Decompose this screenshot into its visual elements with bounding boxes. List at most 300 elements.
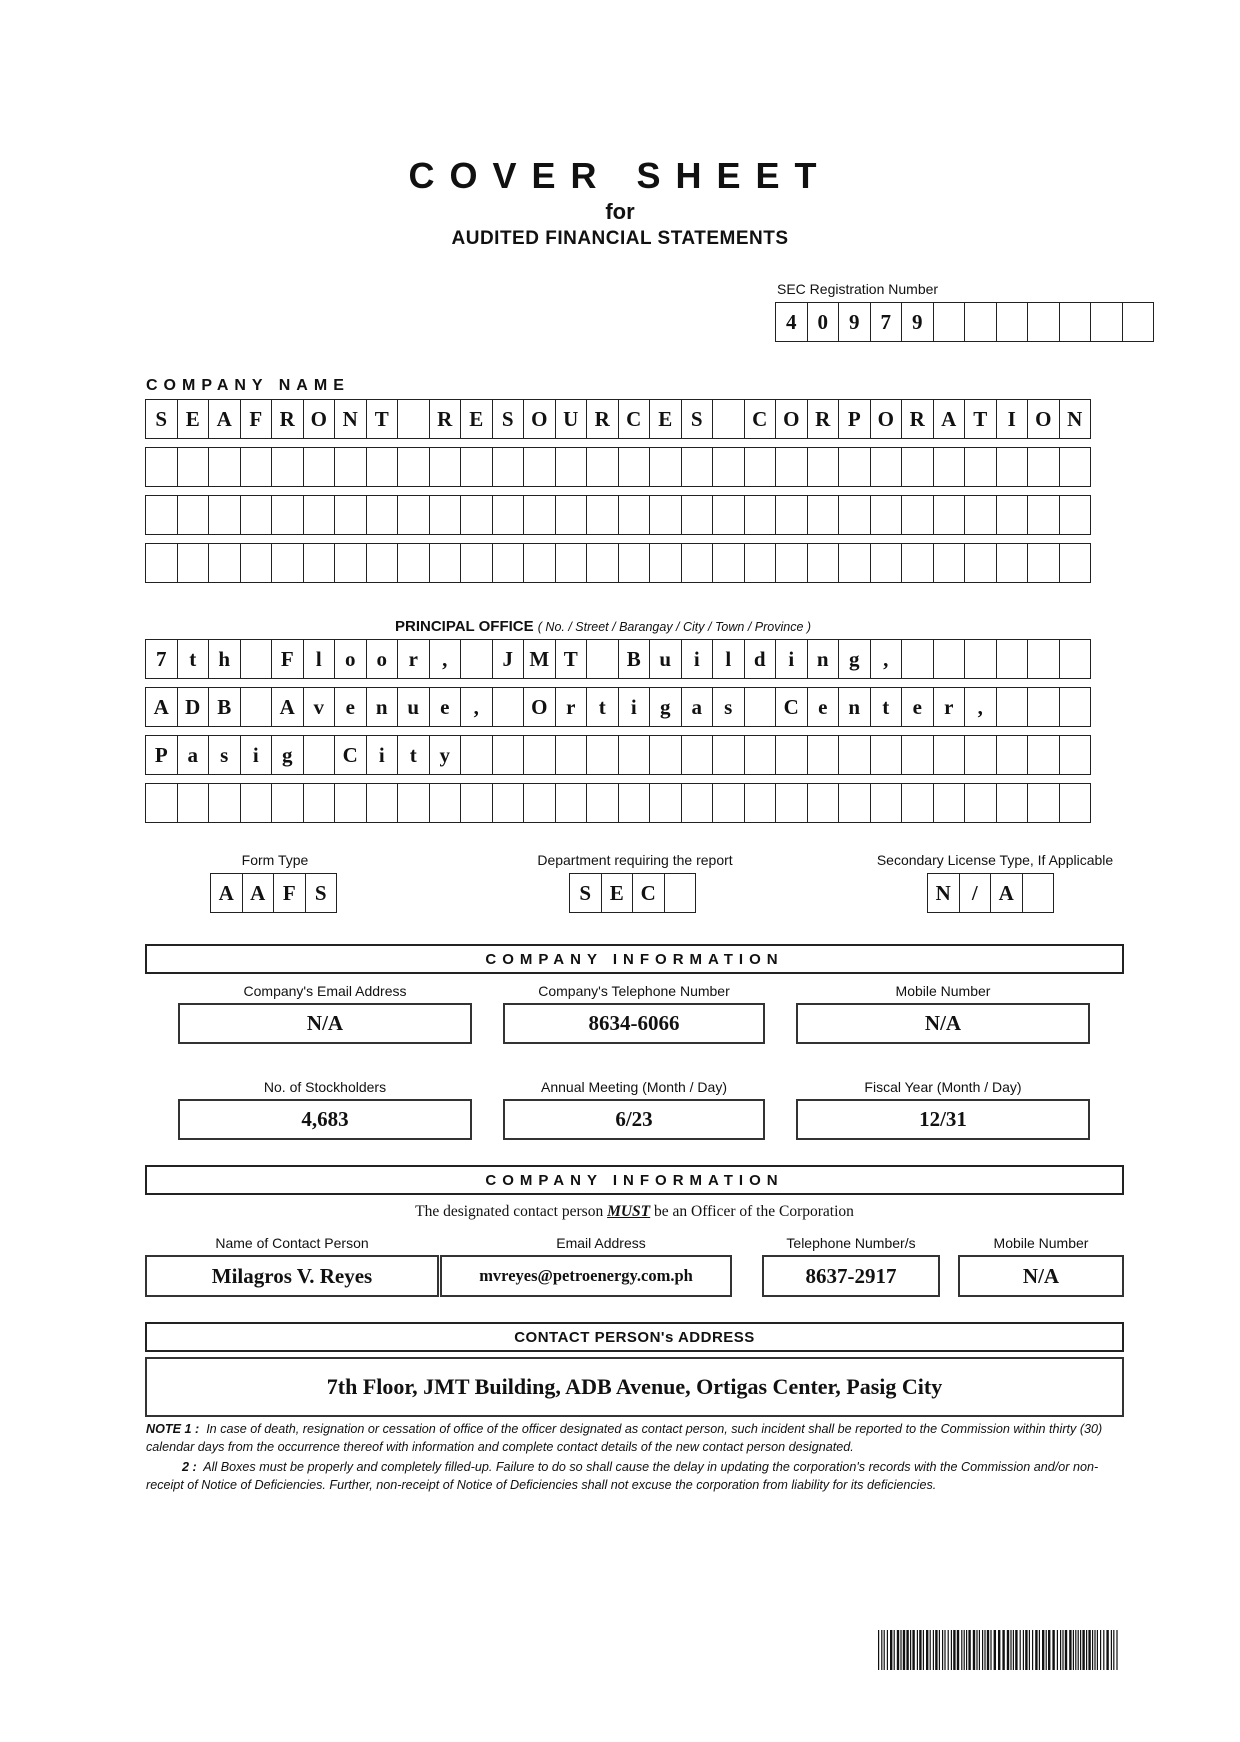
principal-office-cell: s: [208, 735, 241, 775]
principal-office-cell: e: [901, 687, 934, 727]
company-name-cell: S: [681, 399, 714, 439]
principal-office-cell: n: [366, 687, 399, 727]
stockholders-value: 4,683: [178, 1099, 472, 1140]
principal-office-row: [145, 783, 1091, 823]
company-name-cell: [870, 447, 903, 487]
principal-office-cell: T: [555, 639, 588, 679]
principal-office-cell: r: [555, 687, 588, 727]
principal-office-cell: g: [271, 735, 304, 775]
form-type-label: Form Type: [241, 852, 309, 868]
note-1-label: NOTE 1 :: [146, 1422, 200, 1436]
sec-registration-cell: [1027, 302, 1060, 342]
principal-office-cell: [744, 735, 777, 775]
barcode-bar: [1065, 1630, 1067, 1670]
company-name-cell: [1027, 495, 1060, 535]
company-name-cell: A: [208, 399, 241, 439]
principal-office-cell: [901, 783, 934, 823]
company-name-row: [145, 447, 1091, 487]
contact-notice-post: be an Officer of the Corporation: [650, 1203, 854, 1220]
principal-office-cell: t: [397, 735, 430, 775]
company-name-cell: U: [555, 399, 588, 439]
principal-office-cell: t: [586, 687, 619, 727]
sec-registration-cell: [996, 302, 1029, 342]
principal-office-cell: [240, 687, 273, 727]
barcode-bar: [1097, 1630, 1098, 1670]
contact-address-heading: CONTACT PERSON's ADDRESS: [145, 1322, 1124, 1352]
barcode-bar: [887, 1630, 888, 1670]
principal-office-cell: n: [838, 687, 871, 727]
barcode-bar: [1015, 1630, 1017, 1670]
barcode-bar: [1092, 1630, 1093, 1670]
company-name-cell: [807, 495, 840, 535]
company-name-cell: [775, 447, 808, 487]
barcode-bar: [1020, 1630, 1021, 1670]
company-name-cell: [1027, 543, 1060, 583]
company-name-cell: [523, 495, 556, 535]
department-label: Department requiring the report: [537, 852, 733, 868]
principal-office-cell: v: [303, 687, 336, 727]
barcode-bar: [917, 1630, 918, 1670]
company-name-cell: [996, 495, 1029, 535]
principal-office-cell: [933, 783, 966, 823]
company-name-cell: [964, 543, 997, 583]
company-name-cell: [744, 543, 777, 583]
barcode-bar: [964, 1630, 965, 1670]
barcode-bar: [998, 1630, 1000, 1670]
company-name-cell: [523, 543, 556, 583]
barcode-bar: [951, 1630, 952, 1670]
cover-sheet-subtitle: AUDITED FINANCIAL STATEMENTS: [451, 228, 789, 249]
barcode-bar: [910, 1630, 911, 1670]
company-name-cell: [460, 447, 493, 487]
company-name-cell: [240, 543, 273, 583]
barcode-bar: [1002, 1630, 1004, 1670]
department-cell: [664, 873, 697, 913]
fiscal-year-value: 12/31: [796, 1099, 1090, 1140]
principal-office-cell: F: [271, 639, 304, 679]
principal-office-cell: u: [397, 687, 430, 727]
barcode-bar: [890, 1630, 892, 1670]
principal-office-cell: C: [334, 735, 367, 775]
company-name-cell: R: [429, 399, 462, 439]
principal-office-cell: ,: [870, 639, 903, 679]
company-name-row: [145, 495, 1091, 535]
barcode-bar: [1073, 1630, 1074, 1670]
company-name-cell: [933, 495, 966, 535]
department-cell: S: [569, 873, 602, 913]
barcode: [878, 1630, 1120, 1670]
barcode-bar: [1035, 1630, 1037, 1670]
barcode-bar: [912, 1630, 914, 1670]
company-name-cell: [208, 447, 241, 487]
principal-office-cell: [744, 783, 777, 823]
company-name-cell: [397, 495, 430, 535]
company-name-cell: [901, 543, 934, 583]
principal-office-cell: O: [523, 687, 556, 727]
principal-office-cell: [649, 783, 682, 823]
principal-office-cell: A: [145, 687, 178, 727]
contact-telephone-label: Telephone Number/s: [786, 1235, 916, 1251]
contact-notice-must: MUST: [607, 1203, 651, 1220]
barcode-bar: [1029, 1630, 1030, 1670]
company-name-cell: [240, 495, 273, 535]
principal-office-cell: [523, 735, 556, 775]
principal-office-row: [145, 639, 1091, 679]
company-name-cell: [681, 447, 714, 487]
barcode-bar: [1007, 1630, 1009, 1670]
form-type-grid: [210, 873, 337, 913]
barcode-bar: [987, 1630, 989, 1670]
secondary-license-grid: [927, 873, 1054, 913]
principal-office-cell: [933, 639, 966, 679]
contact-email-label: Email Address: [556, 1235, 646, 1251]
company-name-cell: [334, 543, 367, 583]
company-name-cell: C: [618, 399, 651, 439]
contact-name-value: Milagros V. Reyes: [145, 1255, 439, 1297]
company-name-cell: [1059, 447, 1092, 487]
barcode-bar: [961, 1630, 962, 1670]
principal-office-cell: [303, 783, 336, 823]
barcode-bar: [1025, 1630, 1027, 1670]
company-name-row: [145, 543, 1091, 583]
principal-office-cell: [586, 639, 619, 679]
company-name-cell: [366, 495, 399, 535]
company-name-cell: [555, 543, 588, 583]
barcode-bar: [979, 1630, 980, 1670]
principal-office-row: [145, 687, 1091, 727]
principal-office-cell: [838, 735, 871, 775]
company-name-cell: [492, 447, 525, 487]
company-name-cell: P: [838, 399, 871, 439]
stockholders-label: No. of Stockholders: [263, 1079, 387, 1095]
barcode-bar: [1088, 1630, 1090, 1670]
principal-office-cell: [492, 735, 525, 775]
sec-registration-cell: [1090, 302, 1123, 342]
company-name-cell: [744, 495, 777, 535]
company-name-cell: F: [240, 399, 273, 439]
form-type-cell: A: [210, 873, 243, 913]
principal-office-cell: [901, 735, 934, 775]
sec-registration-cell: 4: [775, 302, 808, 342]
barcode-bar: [984, 1630, 985, 1670]
note-1-text: In case of death, resignation or cessation of office of the officer designated as contact person, such incident shall be reported to the Commission within thirty (30) calendar days from the occurrence thereof with information and complete contact details of the new contact person designated.: [146, 1422, 1103, 1454]
company-name-cell: [366, 543, 399, 583]
company-name-cell: [177, 447, 210, 487]
secondary-license-cell: A: [990, 873, 1023, 913]
barcode-bar: [878, 1630, 879, 1670]
fiscal-year-label: Fiscal Year (Month / Day): [864, 1079, 1022, 1095]
principal-office-cell: [681, 783, 714, 823]
barcode-bar: [1013, 1630, 1014, 1670]
company-name-cell: [555, 447, 588, 487]
form-type-cell: S: [305, 873, 338, 913]
company-mobile-label: Mobile Number: [895, 983, 991, 999]
form-type-cell: F: [273, 873, 306, 913]
company-name-cell: [775, 495, 808, 535]
company-name-cell: [870, 495, 903, 535]
barcode-bar: [1106, 1630, 1108, 1670]
contact-address-value: 7th Floor, JMT Building, ADB Avenue, Ortigas Center, Pasig City: [145, 1357, 1124, 1417]
company-name-cell: R: [586, 399, 619, 439]
barcode-bar: [1042, 1630, 1044, 1670]
company-name-cell: [838, 447, 871, 487]
barcode-bar: [881, 1630, 882, 1670]
principal-office-cell: [1059, 735, 1092, 775]
principal-office-cell: u: [649, 639, 682, 679]
principal-office-cell: [366, 783, 399, 823]
principal-office-cell: [933, 735, 966, 775]
company-name-row: [145, 399, 1091, 439]
barcode-bar: [976, 1630, 977, 1670]
barcode-bar: [1082, 1630, 1084, 1670]
principal-office-cell: [1059, 783, 1092, 823]
secondary-license-cell: /: [959, 873, 992, 913]
company-name-cell: A: [933, 399, 966, 439]
principal-office-cell: [271, 783, 304, 823]
company-name-cell: [208, 495, 241, 535]
principal-office-cell: d: [744, 639, 777, 679]
principal-office-cell: [1059, 687, 1092, 727]
company-name-cell: [712, 495, 745, 535]
principal-office-cell: a: [681, 687, 714, 727]
principal-office-cell: t: [870, 687, 903, 727]
company-name-cell: [177, 495, 210, 535]
company-name-cell: O: [1027, 399, 1060, 439]
company-telephone-value: 8634-6066: [503, 1003, 765, 1044]
principal-office-cell: [586, 735, 619, 775]
barcode-bar: [1100, 1630, 1101, 1670]
principal-office-cell: [744, 687, 777, 727]
principal-office-cell: ,: [964, 687, 997, 727]
principal-office-cell: [523, 783, 556, 823]
principal-office-cell: [429, 783, 462, 823]
company-information-heading: COMPANY INFORMATION: [145, 944, 1124, 974]
annual-meeting-label: Annual Meeting (Month / Day): [541, 1079, 727, 1095]
principal-office-cell: [334, 783, 367, 823]
barcode-bar: [926, 1630, 928, 1670]
principal-office-cell: [145, 783, 178, 823]
barcode-bar: [884, 1630, 885, 1670]
principal-office-cell: [996, 735, 1029, 775]
company-name-cell: [555, 495, 588, 535]
barcode-bar: [948, 1630, 949, 1670]
principal-office-cell: [208, 783, 241, 823]
company-name-cell: R: [271, 399, 304, 439]
barcode-bar: [966, 1630, 967, 1670]
company-name-cell: [397, 543, 430, 583]
barcode-bar: [1052, 1630, 1054, 1670]
barcode-bar: [1062, 1630, 1063, 1670]
principal-office-cell: [807, 783, 840, 823]
contact-mobile-label: Mobile Number: [993, 1235, 1089, 1251]
principal-office-cell: [240, 639, 273, 679]
principal-office-cell: i: [681, 639, 714, 679]
company-name-cell: [775, 543, 808, 583]
barcode-bar: [939, 1630, 940, 1670]
company-email-value: N/A: [178, 1003, 472, 1044]
barcode-bar: [1057, 1630, 1058, 1670]
principal-office-cell: B: [208, 687, 241, 727]
company-name-cell: [208, 543, 241, 583]
note-2-label: 2 :: [182, 1460, 197, 1474]
company-name-cell: R: [901, 399, 934, 439]
principal-office-cell: [618, 783, 651, 823]
principal-office-cell: [775, 735, 808, 775]
barcode-bar: [968, 1630, 970, 1670]
principal-office-cell: i: [618, 687, 651, 727]
company-name-cell: [649, 495, 682, 535]
barcode-bar: [1032, 1630, 1033, 1670]
principal-office-cell: [996, 687, 1029, 727]
barcode-bar: [903, 1630, 905, 1670]
principal-office-cell: [901, 639, 934, 679]
barcode-bar: [1069, 1630, 1071, 1670]
company-name-cell: [618, 543, 651, 583]
principal-office-cell: [618, 735, 651, 775]
company-name-cell: [712, 399, 745, 439]
company-name-cell: [933, 543, 966, 583]
contact-notice: [145, 1203, 1124, 1221]
barcode-bar: [944, 1630, 945, 1670]
principal-office-cell: [586, 783, 619, 823]
principal-office-cell: [964, 735, 997, 775]
company-name-cell: [271, 543, 304, 583]
secondary-license-cell: N: [927, 873, 960, 913]
secondary-license-label: Secondary License Type, If Applicable: [876, 852, 1114, 868]
company-name-cell: [177, 543, 210, 583]
principal-office-cell: e: [429, 687, 462, 727]
sec-registration-cell: 7: [870, 302, 903, 342]
barcode-bar: [953, 1630, 955, 1670]
principal-office-cell: [240, 783, 273, 823]
principal-office-cell: [649, 735, 682, 775]
barcode-bar: [1080, 1630, 1081, 1670]
barcode-bar: [973, 1630, 975, 1670]
barcode-bar: [1086, 1630, 1087, 1670]
company-name-cell: [996, 543, 1029, 583]
company-name-cell: [870, 543, 903, 583]
company-name-cell: C: [744, 399, 777, 439]
principal-office-cell: g: [649, 687, 682, 727]
note-1: [146, 1420, 1126, 1456]
principal-office-cell: [964, 783, 997, 823]
barcode-bar: [894, 1630, 895, 1670]
principal-office-cell: r: [933, 687, 966, 727]
company-name-cell: [366, 447, 399, 487]
barcode-bar: [906, 1630, 908, 1670]
company-name-cell: [460, 543, 493, 583]
company-name-cell: [1059, 543, 1092, 583]
company-name-cell: [429, 495, 462, 535]
principal-office-cell: A: [271, 687, 304, 727]
company-name-cell: N: [334, 399, 367, 439]
principal-office-cell: C: [775, 687, 808, 727]
form-type-cell: A: [242, 873, 275, 913]
principal-office-cell: B: [618, 639, 651, 679]
contact-telephone-value: 8637-2917: [762, 1255, 940, 1297]
barcode-bar: [1023, 1630, 1024, 1670]
company-name-cell: [429, 543, 462, 583]
barcode-bar: [919, 1630, 921, 1670]
contact-name-label: Name of Contact Person: [215, 1235, 369, 1251]
principal-office-cell: h: [208, 639, 241, 679]
principal-office-cell: [870, 735, 903, 775]
department-cell: E: [601, 873, 634, 913]
contact-information-heading: COMPANY INFORMATION: [145, 1165, 1124, 1195]
company-telephone-label: Company's Telephone Number: [538, 983, 730, 999]
barcode-bar: [900, 1630, 901, 1670]
company-name-cell: [649, 543, 682, 583]
company-name-cell: T: [964, 399, 997, 439]
principal-office-cell: l: [712, 639, 745, 679]
company-name-cell: [712, 543, 745, 583]
sec-registration-cell: [1122, 302, 1155, 342]
cover-sheet-title: COVER SHEET: [408, 155, 832, 196]
sec-registration-cell: 0: [807, 302, 840, 342]
company-name-cell: [586, 543, 619, 583]
company-name-cell: [586, 447, 619, 487]
principal-office-cell: [397, 783, 430, 823]
principal-office-cell: [177, 783, 210, 823]
sec-registration-cell: 9: [901, 302, 934, 342]
principal-office-cell: i: [240, 735, 273, 775]
company-name-cell: [933, 447, 966, 487]
barcode-bar: [990, 1630, 991, 1670]
company-email-label: Company's Email Address: [243, 983, 407, 999]
company-name-cell: N: [1059, 399, 1092, 439]
barcode-bar: [933, 1630, 934, 1670]
principal-office-cell: [460, 639, 493, 679]
barcode-bar: [930, 1630, 931, 1670]
principal-office-cell: i: [775, 639, 808, 679]
principal-office-cell: [492, 687, 525, 727]
barcode-bar: [1111, 1630, 1112, 1670]
principal-office-cell: r: [397, 639, 430, 679]
company-name-cell: [1059, 495, 1092, 535]
company-name-cell: [901, 447, 934, 487]
barcode-bar: [942, 1630, 943, 1670]
principal-office-cell: [681, 735, 714, 775]
barcode-bar: [1010, 1630, 1011, 1670]
principal-office-cell: s: [712, 687, 745, 727]
sec-registration-cell: [933, 302, 966, 342]
company-name-cell: [901, 495, 934, 535]
barcode-bar: [1075, 1630, 1076, 1670]
principal-office-cell: i: [366, 735, 399, 775]
principal-office-cell: [492, 783, 525, 823]
barcode-bar: [1103, 1630, 1104, 1670]
principal-office-cell: [807, 735, 840, 775]
company-name-cell: I: [996, 399, 1029, 439]
company-name-cell: [460, 495, 493, 535]
barcode-bar: [897, 1630, 899, 1670]
company-name-cell: [618, 495, 651, 535]
contact-email-value: mvreyes@petroenergy.com.ph: [440, 1255, 732, 1297]
company-name-cell: [303, 543, 336, 583]
principal-office-cell: [555, 783, 588, 823]
principal-office-cell: J: [492, 639, 525, 679]
principal-office-cell: 7: [145, 639, 178, 679]
company-name-cell: T: [366, 399, 399, 439]
principal-office-cell: [1027, 783, 1060, 823]
company-name-cell: [145, 495, 178, 535]
company-name-cell: S: [145, 399, 178, 439]
company-name-cell: [145, 543, 178, 583]
company-name-cell: [145, 447, 178, 487]
company-name-cell: [492, 543, 525, 583]
company-name-cell: [334, 495, 367, 535]
barcode-bar: [923, 1630, 924, 1670]
